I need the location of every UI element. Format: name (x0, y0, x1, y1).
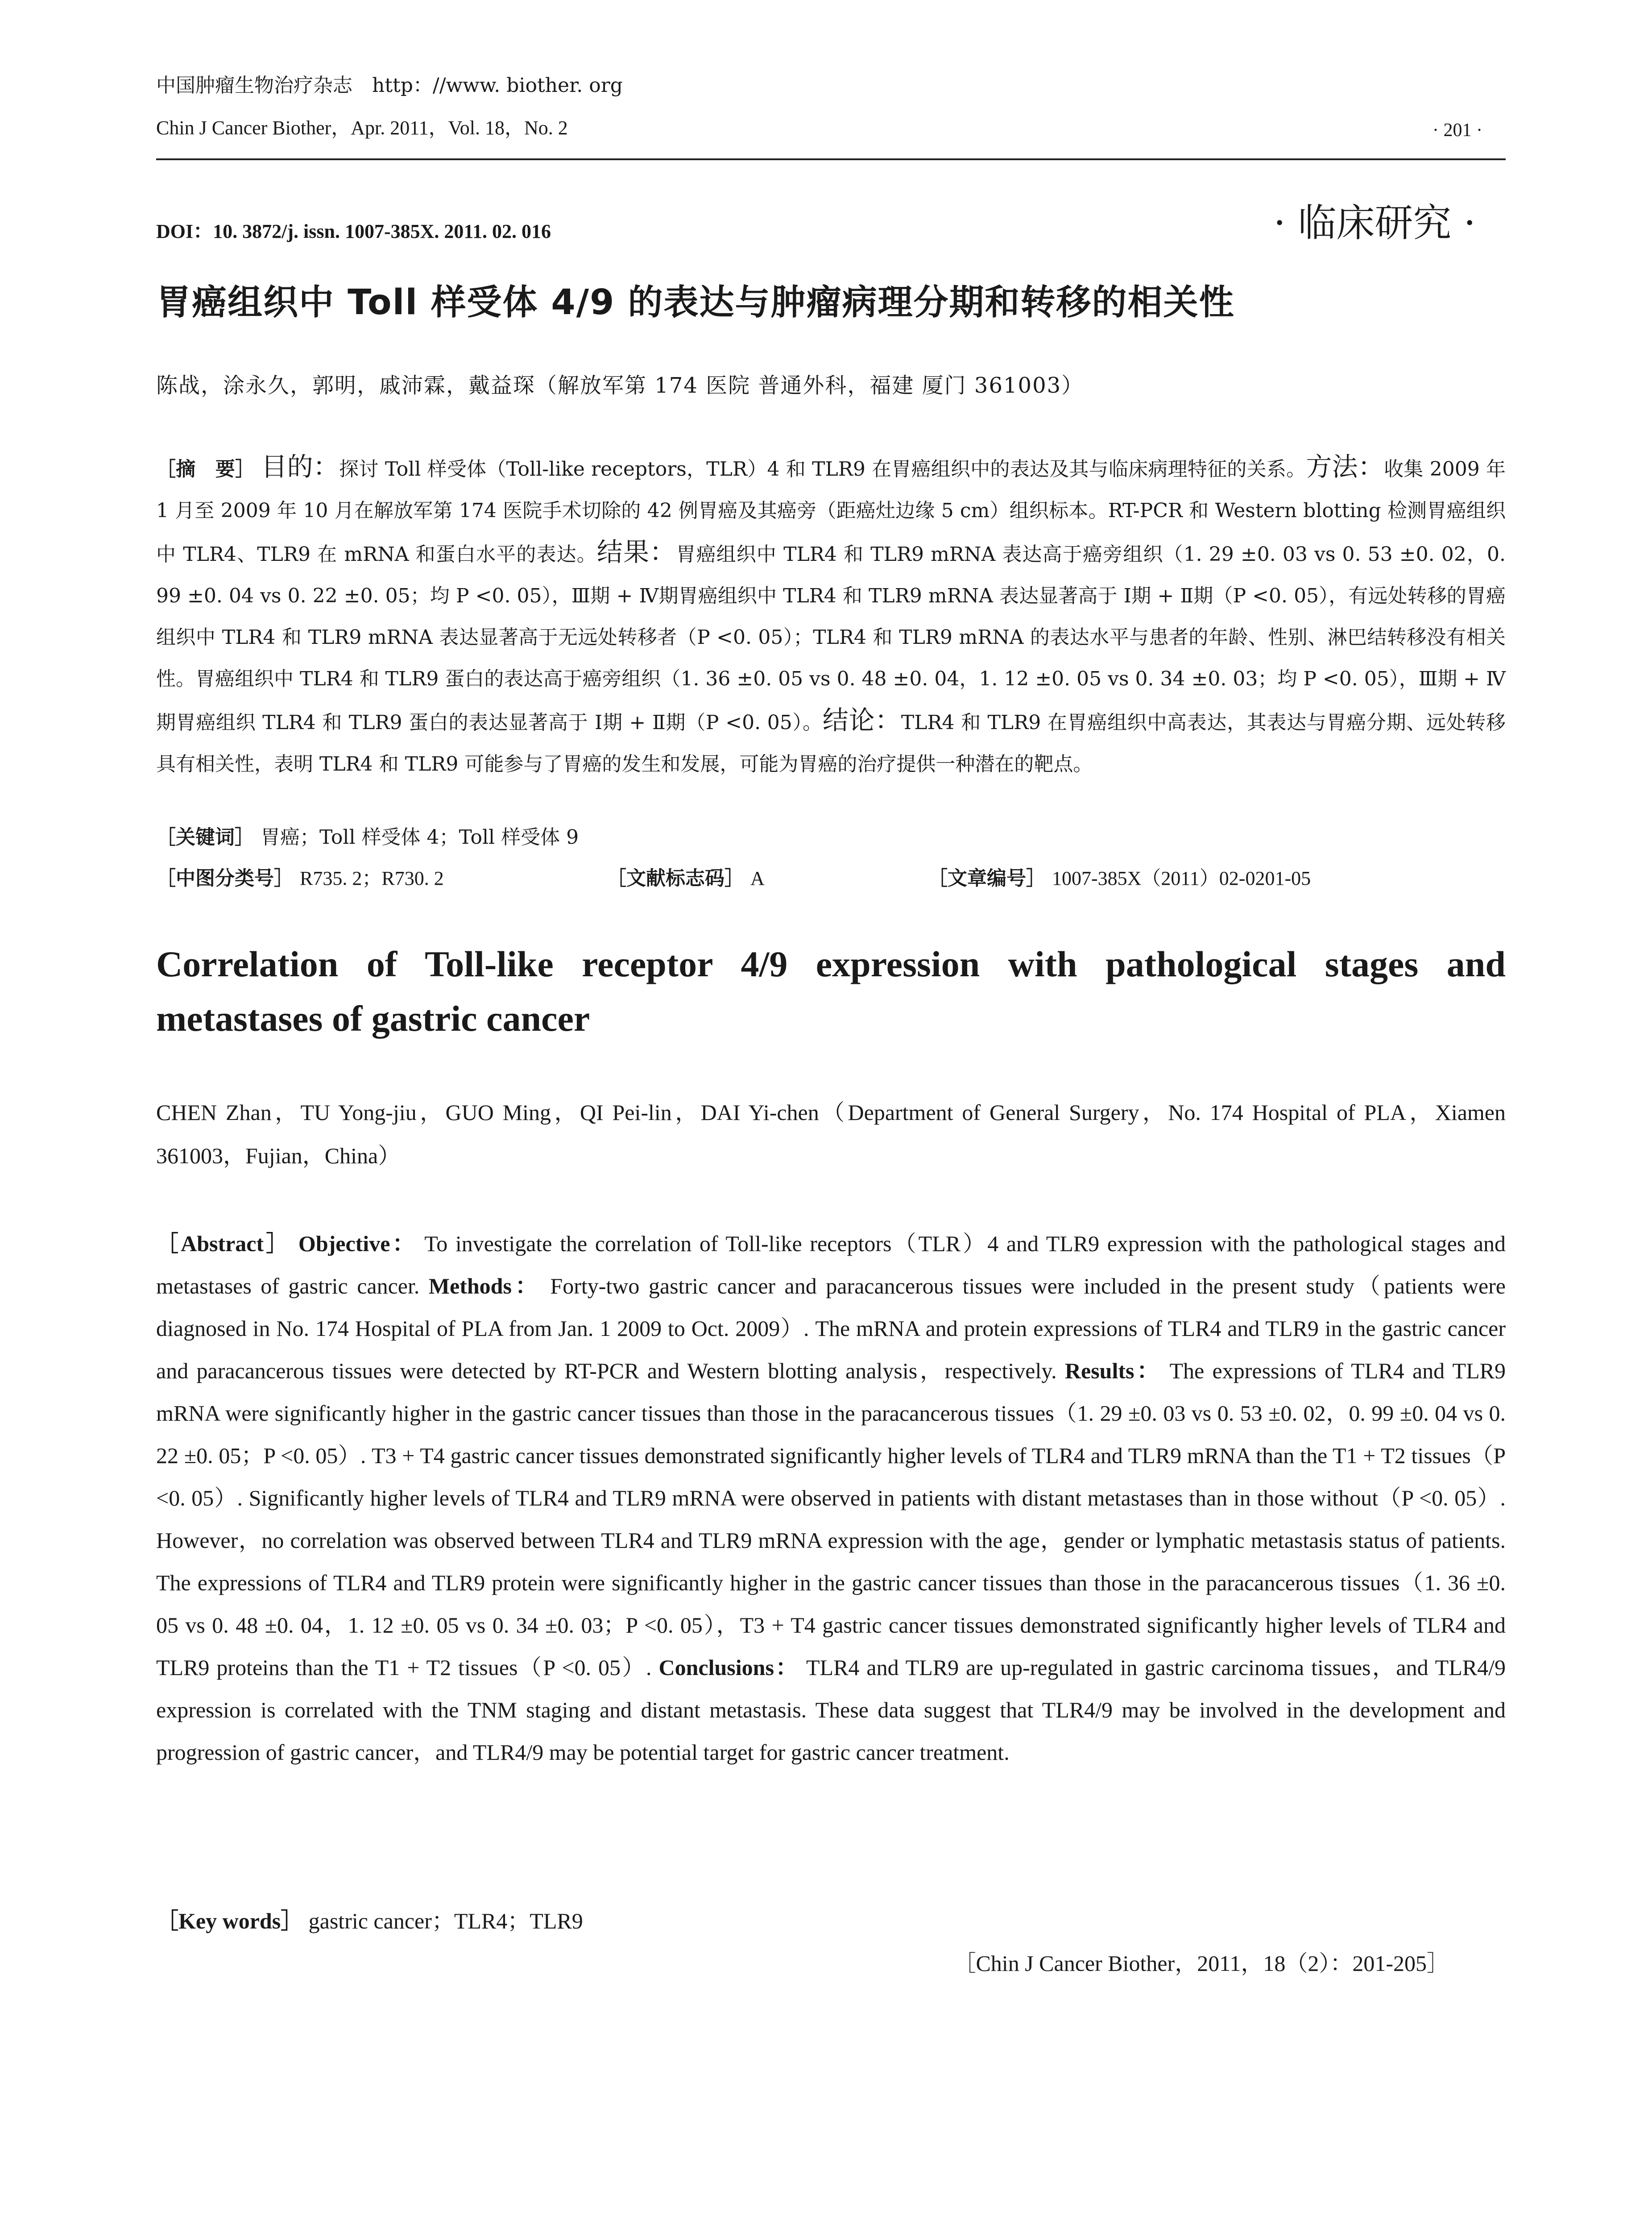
keywords-cn-text: 胃癌；Toll 样受体 4；Toll 样受体 9 (261, 826, 579, 849)
journal-header-cn: 中国肿瘤生物治疗杂志 http：//www. biother. org (156, 74, 623, 97)
citation: ［Chin J Cancer Biother，2011，18（2）：201-205］ (953, 1951, 1449, 1976)
keywords-cn (156, 821, 579, 850)
page-number: · 201 · (1433, 120, 1482, 141)
abstract-en-label: ［Abstract］ (156, 1231, 291, 1256)
abstract-cn-methods-head: 方法： (1306, 452, 1384, 482)
doc-code-value: A (750, 867, 765, 889)
article-number-value: 1007-385X（2011）02-0201-05 (1052, 867, 1311, 889)
keywords-en (156, 1903, 583, 1935)
abstract-en-methods: Forty-two gastric cancer and paracancerous tissues were included in the present study（patients were diagnosed in No. 174 Hospital of PLA from Jan. 1 2009 to Oct. 2009）. The mRNA and protein expressions of TLR4 and TLR9 in the gastric cancer and paracancerous tissues were detected by RT-PCR and Western blotting analysis，respectively. (156, 1273, 1506, 1383)
abstract-en-methods-head: Methods： (428, 1273, 541, 1298)
abstract-cn-results-head: 结果： (596, 537, 676, 567)
abstract-en-results-head: Results： (1064, 1358, 1162, 1383)
abstract-en-results: The expressions of TLR4 and TLR9 mRNA were significantly higher in the gastric cancer tissues than those in the paracancerous tissues（1. 29 ±0. 03 vs 0. 53 ±0. 02，0. 99 ±0. 04 vs 0. 22 ±0. 05；P <0. 05）. T3 + T4 gastric cancer tissues demonstrated significantly higher levels of TLR4 and TLR9 mRNA than the T1 + T2 tissues（P <0. 05）. Significantly higher levels of TLR4 and TLR9 mRNA were observed in patients with distant metastases than in those without（P <0. 05）. However，no correlation was observed between TLR4 and TLR9 mRNA expression with the age，gender or lymphatic metastasis status of patients. The expressions of TLR4 and TLR9 protein were significantly higher in the gastric cancer tissues than those in the paracancerous tissues（1. 36 ±0. 05 vs 0. 48 ±0. 04，1. 12 ±0. 05 vs 0. 34 ±0. 03；P <0. 05），T3 + T4 gastric cancer tissues demonstrated significantly higher levels of TLR4 and TLR9 proteins than the T1 + T2 tissues（P <0. 05）. (156, 1358, 1506, 1680)
abstract-cn-label: ［摘 要］ (156, 458, 255, 481)
abstract-cn-methods: 收集 2009 年 1 月至 2009 年 10 月在解放军第 174 医院手术切除的 42 例胃癌及其癌旁（距癌灶边缘 5 cm）组织标本。RT-PCR 和 Western blotting 检测胃癌组织中 TLR4、TLR9 在 mRNA 和蛋白水平的表达。 (156, 458, 1506, 566)
abstract-cn-conclusions: TLR4 和 TLR9 在胃癌组织中高表达，其表达与胃癌分期、远处转移具有相关性，表明 TLR4 和 TLR9 可能参与了胃癌的发生和发展，可能为胃癌的治疗提供一种潜在的靶点。 (156, 711, 1506, 775)
abstract-en-objective-head: Objective： (298, 1231, 417, 1256)
authors-en: CHEN Zhan，TU Yong-jiu，GUO Ming，QI Pei-lin，DAI Yi-chen（Department of General Surgery，No. 174 Hospital of PLA，Xiamen 361003，Fujian，China） (156, 1100, 1506, 1168)
doc-code-group (607, 862, 765, 891)
keywords-en-text: gastric cancer；TLR4；TLR9 (308, 1908, 583, 1933)
abstract-en-conclusions: TLR4 and TLR9 are up-regulated in gastric carcinoma tissues，and TLR4/9 expression is correlated with the TNM staging and distant metastasis. These data suggest that TLR4/9 may be involved in the development and progression of gastric cancer，and TLR4/9 may be potential target for gastric cancer treatment. (156, 1655, 1506, 1765)
abstract-cn-results: 胃癌组织中 TLR4 和 TLR9 mRNA 表达高于癌旁组织（1. 29 ±0. 03 vs 0. 53 ±0. 02，0. 99 ±0. 04 vs 0. 22 ±0. 05；均 P <0. 05），Ⅲ期 + Ⅳ期胃癌组织中 TLR4 和 TLR9 mRNA 表达显著高于 Ⅰ期 + Ⅱ期（P <0. 05），有远处转移的胃癌组织中 TLR4 和 TLR9 mRNA 表达显著高于无远处转移者（P <0. 05）；TLR4 和 TLR9 mRNA 的表达水平与患者的年龄、性别、淋巴结转移没有相关性。胃癌组织中 TLR4 和 TLR9 蛋白的表达高于癌旁组织（1. 36 ±0. 05 vs 0. 48 ±0. 04，1. 12 ±0. 05 vs 0. 34 ±0. 03；均 P <0. 05），Ⅲ期 + Ⅳ期胃癌组织 TLR4 和 TLR9 蛋白的表达显著高于 Ⅰ期 + Ⅱ期（P <0. 05）。 (156, 543, 1506, 734)
article-title-cn: 胃癌组织中 Toll 样受体 4/9 的表达与肿瘤病理分期和转移的相关性 (156, 282, 1235, 323)
abstract-cn-objective-head: 目的： (261, 452, 340, 482)
keywords-en-label: ［Key words］ (156, 1908, 303, 1933)
abstract-en-conclusions-head: Conclusions： (658, 1655, 799, 1680)
doi: DOI：10. 3872/j. issn. 1007-385X. 2011. 02. 016 (156, 220, 551, 242)
article-number-group (928, 862, 1311, 891)
doc-code-label: ［文献标志码］ (607, 867, 744, 890)
abstract-cn-conclusions-head: 结论： (822, 705, 901, 735)
abstract-en (156, 1223, 1506, 1774)
header-rule (156, 158, 1506, 160)
abstract-cn (156, 446, 1506, 785)
abstract-en-objective: To investigate the correlation of Toll-like receptors（TLR）4 and TLR9 expression with the pathological stages and metastases of gastric cancer. (156, 1231, 1506, 1298)
keywords-cn-label: ［关键词］ (156, 826, 254, 849)
authors-cn: 陈战，涂永久，郭明，戚沛霖，戴益琛（解放军第 174 医院 普通外科，福建 厦门 361003） (156, 373, 1084, 398)
journal-header-en: Chin J Cancer Biother，Apr. 2011，Vol. 18，No. 2 (156, 117, 568, 139)
abstract-cn-objective: 探讨 Toll 样受体（Toll-like receptors，TLR）4 和 TLR9 在胃癌组织中的表达及其与临床病理特征的关系。 (339, 458, 1306, 481)
clc-value: R735. 2；R730. 2 (300, 867, 444, 889)
clc-group (156, 862, 444, 891)
section-label: · 临床研究 · (1273, 201, 1476, 245)
article-number-label: ［文章编号］ (928, 867, 1046, 890)
article-title-en: Correlation of Toll-like receptor 4/9 expression with pathological stages and metastases of gastric cancer (156, 944, 1506, 1039)
clc-label: ［中图分类号］ (156, 867, 294, 890)
